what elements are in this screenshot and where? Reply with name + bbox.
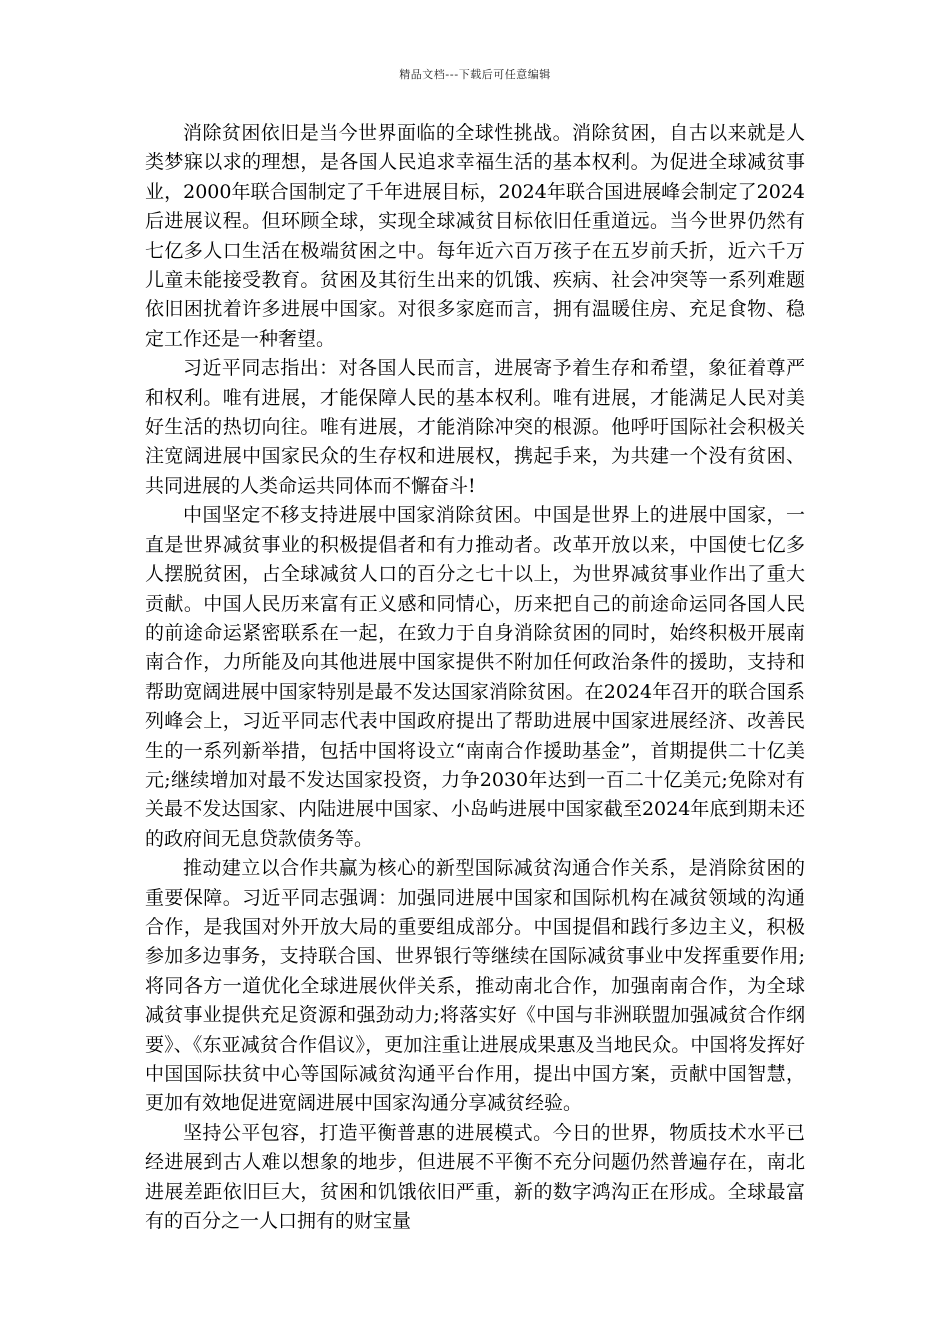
paragraph-poverty-challenge: 消除贫困依旧是当今世界面临的全球性挑战。消除贫困，自古以来就是人类梦寐以求的理想，是各国人民追求幸福生活的基本权利。为促进全球减贫事业，2000年联合国制定了千年进展目标，2024年联合国进展峰会制定了2024后进展议程。但环顾全球，实现全球减贫目标依旧任重道远。当今世界仍然有七亿多人口生活在极端贫困之中。每年近六百万孩子在五岁前夭折，近六千万儿童未能接受教育。贫困及其衍生出来的饥饿、疾病、社会冲突等一系列难题依旧困扰着许多进展中国家。对很多家庭而言，拥有温暖住房、充足食物、稳定工作还是一种奢望。 xyxy=(145,122,805,350)
page-header: 精品文档---下载后可任意编辑 xyxy=(399,68,551,81)
document-body xyxy=(145,119,805,1236)
paragraph-china-support: 中国坚定不移支持进展中国家消除贫困。中国是世界上的进展中国家，一直是世界减贫事业的积极提倡者和有力推动者。改革开放以来，中国使七亿多人摆脱贫困，占全球减贫人口的百分之七十以上，为世界减贫事业作出了重大贡献。中国人民历来富有正义感和同情心，历来把自己的前途命运同各国人民的前途命运紧密联系在一起，在致力于自身消除贫困的同时，始终积极开展南南合作，力所能及向其他进展中国家提供不附加任何政治条件的援助，支持和帮助宽阔进展中国家特别是最不发达国家消除贫困。在2024年召开的联合国系列峰会上，习近平同志代表中国政府提出了帮助进展中国家进展经济、改善民生的一系列新举措，包括中国将设立“南南合作援助基金”，首期提供二十亿美元;继续增加对最不发达国家投资，力争2030年达到一百二十亿美元;免除对有关最不发达国家、内陆进展中国家、小岛屿进展中国家截至2024年底到期未还的政府间无息贷款债务等。 xyxy=(145,504,805,850)
paragraph-inclusive-development: 坚持公平包容，打造平衡普惠的进展模式。今日的世界，物质技术水平已经进展到古人难以想象的地步，但进展不平衡不充分问题仍然普遍存在，南北进展差距依旧巨大，贫困和饥饿依旧严重，新的数字鸿沟正在形成。全球最富有的百分之一人口拥有的财宝量 xyxy=(145,1121,805,1233)
paragraph-cooperation: 推动建立以合作共赢为核心的新型国际减贫沟通合作关系，是消除贫困的重要保障。习近平同志强调：加强同进展中国家和国际机构在减贫领域的沟通合作，是我国对外开放大局的重要组成部分。中国提倡和践行多边主义，积极参加多边事务，支持联合国、世界银行等继续在国际减贫事业中发挥重要作用;将同各方一道优化全球进展伙伴关系，推动南北合作，加强南南合作，为全球减贫事业提供充足资源和强劲动力;将落实好《中国与非洲联盟加强减贫合作纲要》、《东亚减贫合作倡议》，更加注重让进展成果惠及当地民众。中国将发挥好中国国际扶贫中心等国际减贫沟通平台作用，提出中国方案，贡献中国智慧，更加有效地促进宽阔进展中国家沟通分享减贫经验。 xyxy=(145,857,805,1115)
paragraph-xi-statement: 习近平同志指出：对各国人民而言，进展寄予着生存和希望，象征着尊严和权利。唯有进展，才能保障人民的基本权利。唯有进展，才能满足人民对美好生活的热切向往。唯有进展，才能消除冲突的根源。他呼吁国际社会积极关注宽阔进展中国家民众的生存权和进展权，携起手来，为共建一个没有贫困、共同进展的人类命运共同体而不懈奋斗! xyxy=(145,357,805,497)
